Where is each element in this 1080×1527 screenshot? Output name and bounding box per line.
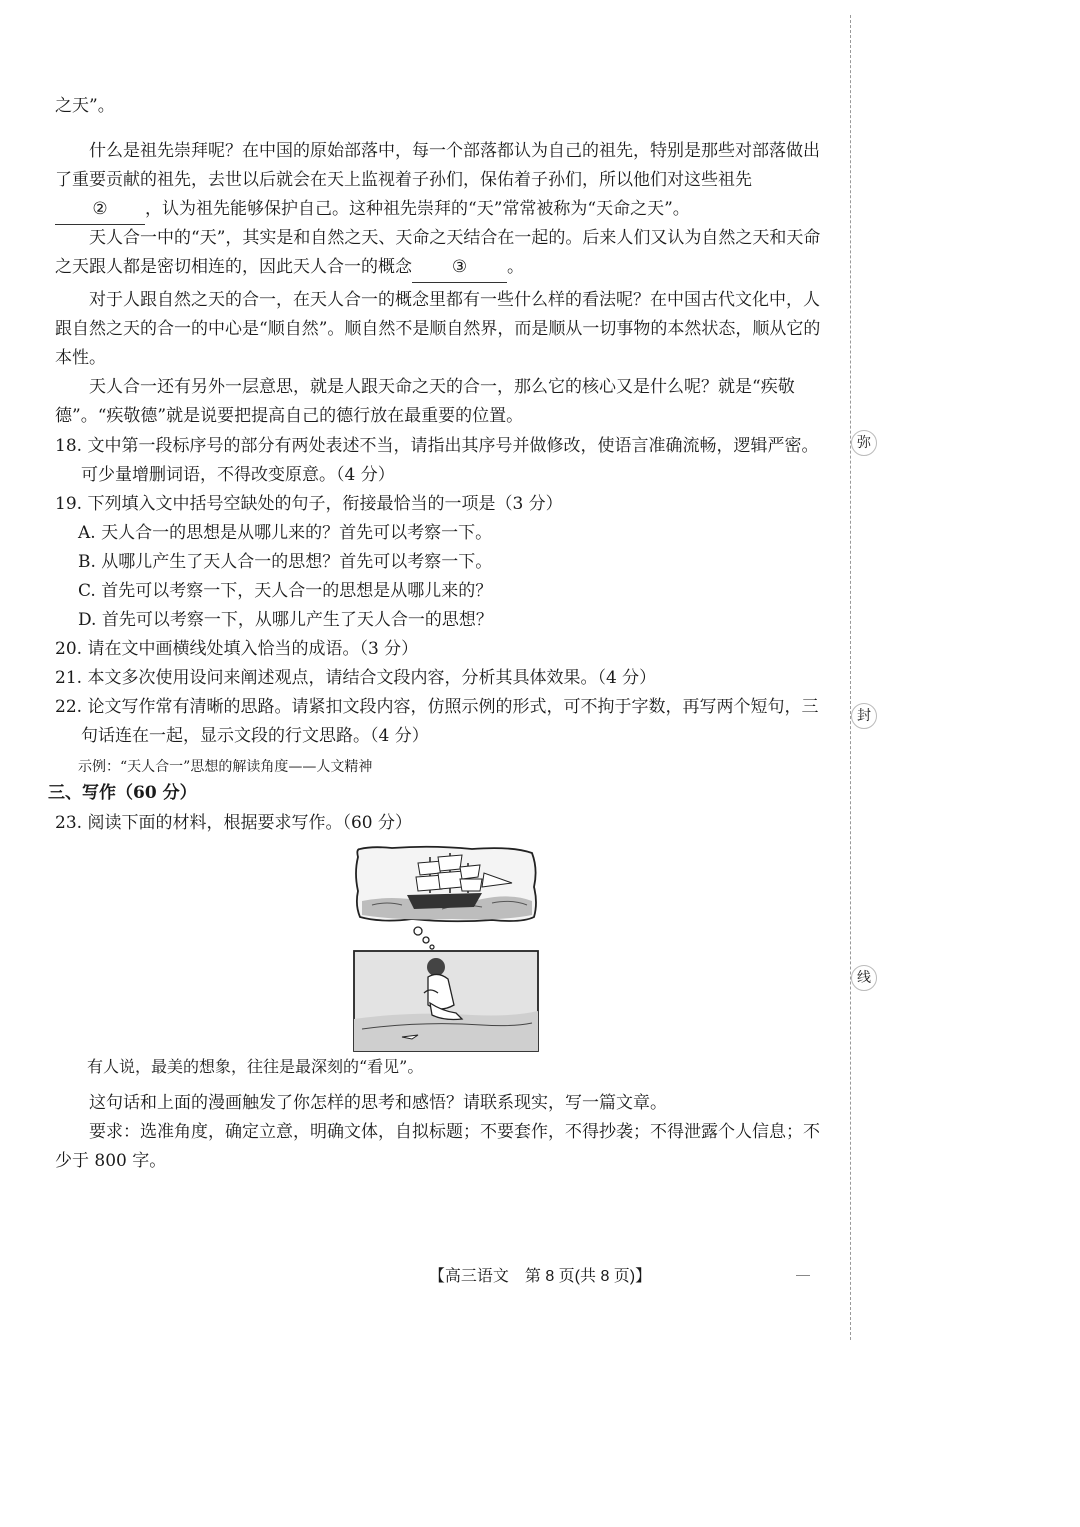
question-18: 18. 文中第一段标序号的部分有两处表述不当，请指出其序号并做修改，使语言准确流畅，逻辑严密。可少量增删词语，不得改变原意。（4 分） (55, 436, 819, 485)
question-20: 20. 请在文中画横线处填入恰当的成语。（3 分） (55, 639, 419, 659)
binding-char-feng: 封 (851, 703, 877, 729)
cartoon-ship-dream (352, 843, 540, 1053)
writing-requirements: 要求：选准角度，确定立意，明确文体，自拟标题；不要套作，不得抄袭；不得泄露个人信息；不少于 800 字。 (55, 1122, 820, 1171)
page-footer: 【高三语文 第 8 页(共 8 页)】 (428, 1268, 652, 1285)
question-22-example: 示例：“天人合一”思想的解读角度——人文精神 (78, 759, 373, 775)
section-writing-title: 三、写作（60 分） (48, 783, 197, 803)
passage-paragraph-destiny: 天人合一还有另外一层意思，就是人跟天命之天的合一，那么它的核心又是什么呢？就是“疾敬德”。“疾敬德”就是说要把提高自己的德行放在最重要的位置。 (55, 377, 795, 426)
passage-paragraph-unity: 天人合一中的“天”，其实是和自然之天、天命之天结合在一起的。后来人们又认为自然之天和天命之天跟人都是密切相连的，因此天人合一的概念 ③ 。 (55, 224, 830, 283)
blank-3: ③ (412, 253, 507, 283)
passage-paragraph-nature: 对于人跟自然之天的合一，在天人合一的概念里都有一些什么样的看法呢？在中国古代文化中，人跟自然之天的合一的中心是“顺自然”。顺自然不是顺自然界，而是顺从一切事物的本然状态，顺从它的本性。 (55, 290, 821, 368)
writing-prompt: 这句话和上面的漫画触发了你怎样的思考和感悟？请联系现实，写一篇文章。 (89, 1093, 667, 1113)
option-d: D. 首先可以考察一下，从哪儿产生了天人合一的思想？ (78, 610, 493, 630)
writing-material: 有人说，最美的想象，往往是最深刻的“看见”。 (87, 1057, 424, 1076)
question-21: 21. 本文多次使用设问来阐述观点，请结合文段内容，分析其具体效果。（4 分） (55, 668, 657, 688)
option-c: C. 首先可以考察一下，天人合一的思想是从哪儿来的？ (78, 581, 493, 601)
question-23: 23. 阅读下面的材料，根据要求写作。（60 分） (55, 813, 412, 833)
binding-char-mi: 弥 (851, 430, 877, 456)
question-22: 22. 论文写作常有清晰的思路。请紧扣文段内容，仿照示例的形式，可不拘于字数，再写两个短句，三句话连在一起，显示文段的行文思路。（4 分） (55, 697, 819, 746)
blank-2: ② (55, 195, 145, 225)
option-b: B. 从哪儿产生了天人合一的思想？首先可以考察一下。 (78, 552, 493, 572)
binding-dashed-line (850, 15, 851, 1340)
passage-fragment: 之天”。 (55, 96, 115, 116)
question-19: 19. 下列填入文中括号空缺处的句子，衔接最恰当的一项是（3 分） (55, 494, 563, 514)
binding-char-xian: 线 (851, 965, 877, 991)
corner-mark (796, 1275, 810, 1276)
passage-paragraph-ancestor: 什么是祖先崇拜呢？在中国的原始部落中，每一个部落都认为自己的祖先，特别是那些对部落做出了重要贡献的祖先，去世以后就会在天上监视着子孙们，保佑着子孙们，所以他们对这些祖先② ，认为祖先能够保护自己。这种祖先崇拜的“天”常常被称为“天命之天”。 (55, 137, 830, 225)
option-a: A. 天人合一的思想是从哪儿来的？首先可以考察一下。 (78, 523, 493, 543)
